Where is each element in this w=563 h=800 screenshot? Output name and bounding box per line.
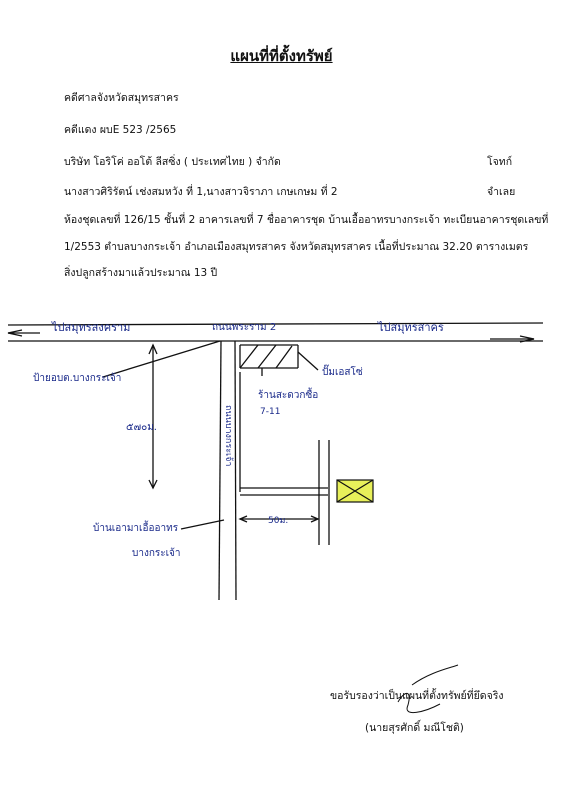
road-label-right: ไปสมุทรสาคร bbox=[378, 321, 444, 334]
plaintiff-role: โจทก์ bbox=[487, 156, 513, 168]
certification-statement: ขอรับรองว่าเป็นแผนที่ตั้งทรัพย์ที่ยึดจริง bbox=[330, 690, 504, 702]
signer-name: (นายสุรศักดิ์ มณีโชติ) bbox=[365, 722, 464, 734]
distance-long-label: ๕๗๐ม. bbox=[126, 422, 157, 433]
shop-hatching bbox=[240, 345, 292, 368]
gas-station-label: ปั๊มเอสโซ่ bbox=[322, 367, 363, 378]
side-road-right-edge bbox=[235, 341, 236, 600]
case-number: คดีแดง ผบE 523 /2565 bbox=[64, 124, 177, 136]
property-description-line-1: ห้องชุดเลขที่ 126/15 ชั้นที่ 2 อาคารเลขที่ 7 ชื่ออาคารชุด บ้านเอื้ออาทรบางกระเจ้า ทะเบียนอาคารชุดเลขที่ bbox=[64, 214, 549, 226]
project-label-line-1: บ้านเอามาเอื้ออาทร bbox=[93, 523, 179, 534]
shop-sub-label: 7-11 bbox=[260, 407, 281, 417]
property-description-line-2: 1/2553 ตำบลบางกระเจ้า อำเภอเมืองสมุทรสาคร จังหวัดสมุทรสาคร เนื้อที่ประมาณ 32.20 ตารางเมตร bbox=[64, 241, 529, 253]
road-label-left: ไปสมุทรสงคราม bbox=[52, 321, 131, 334]
side-road-label: ถนนบางกระเจ้า bbox=[223, 405, 233, 467]
defendant-role: จำเลย bbox=[487, 186, 516, 198]
plaintiff-name: บริษัท โอริโค่ ออโต้ ลีสซิ่ง ( ประเทศไทย ) จำกัด bbox=[64, 156, 281, 168]
road-label-center: ถนนพระราม 2 bbox=[212, 322, 277, 333]
shop-label: ร้านสะดวกซื้อ bbox=[258, 390, 319, 401]
distance-short-label: 50ม. bbox=[268, 516, 289, 526]
defendant-names: นางสาวศิริรัตน์ เช่งสมหวัง ที่ 1,นางสาวจิราภา เกษเกษม ที่ 2 bbox=[64, 186, 338, 198]
bus-stop-label: ป้ายอบต.บางกระเจ้า bbox=[33, 373, 122, 384]
court-name: คดีศาลจังหวัดสมุทรสาคร bbox=[64, 92, 179, 104]
side-road-left-edge bbox=[219, 341, 221, 600]
property-description-line-3: สิ่งปลูกสร้างมาแล้วประมาณ 13 ปี bbox=[64, 267, 218, 279]
document-title: แผนที่ที่ตั้งทรัพย์ bbox=[230, 47, 333, 65]
project-pointer bbox=[181, 520, 224, 529]
bus-stop-pointer bbox=[103, 341, 220, 377]
project-label-line-2: บางกระเจ้า bbox=[132, 548, 181, 559]
